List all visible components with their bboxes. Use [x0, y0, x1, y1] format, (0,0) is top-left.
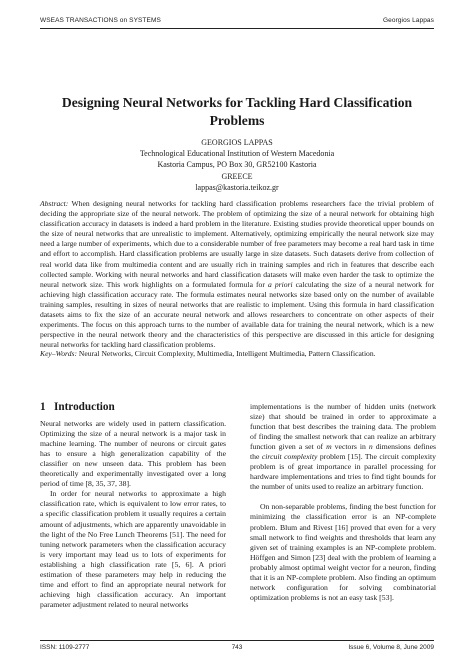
- author-email: lappas@kastoria.teikoz.gr: [195, 182, 279, 192]
- intro-paragraph-4: On non-separable problems, finding the best function for minimizing the classification error is an NP-complete problem. Blum and Rivest [16] proved that even for a very small network to find weights and thresholds that learn any given set of training examples is an NP-complete problem. Höffgen and Simon [23] deal with the problem of learning a probably almost optimal weight vector for a neuron, finding that it is an NP-complete problem. Also finding an optimum network configuration for solving combinatorial optimization problems is not an easy task [53].: [250, 502, 436, 602]
- math-n: n: [368, 442, 373, 452]
- running-footer: [40, 644, 434, 654]
- paper-title: [40, 94, 434, 130]
- keywords-text: Neural Networks, Circuit Complexity, Multimedia, Intelligent Multimedia, Pattern Classification.: [76, 349, 376, 358]
- footer-page-number: 743: [231, 644, 243, 651]
- author-block: [40, 137, 434, 193]
- author-address: Kastoria Campus, PO Box 30, GR52100 Kastoria: [157, 160, 317, 170]
- abstract-emphasis: a priori: [267, 279, 293, 289]
- right-column: [250, 402, 436, 603]
- section-title: Introduction: [54, 401, 115, 413]
- keywords: [40, 349, 434, 359]
- header-rule: [40, 28, 434, 29]
- abstract-text-part-1: When designing neural networks for tackling hard classification problems researchers face the trivial problem of deciding the appropriate size of the neural network. The problem of optimizing the size of a neural network for obtaining high classification accuracy in datasets is indeed a hard problem in the literature. Existing studies provide theoretical upper bounds on the size of neural networks that are unrealistic to implement. Alternatively, optimizing empirically the neural network size may need a large number of experiments, which due to a considerable number of free parameters may become a real hard task in time and effort to accomplish. Hard classification problems are usually large in size datasets. Such datasets derive from collection of real world data like from multimedia content and are usually rich in training samples and rich in features that describe each collected sample. Working with neural networks and hard classification datasets will make even harder the task to optimize the neural network size. This work highlights on a formulated formula for: [40, 199, 434, 289]
- author-country: GREECE: [221, 171, 253, 181]
- intro-paragraph-2: In order for neural networks to approximate a high classification rate, which is equivalent to low error rates, to a specific classification problem it usually requires a certain amount of adjustments, which are apparently unavoidable in the light of the No Free Lunch Theorems [51]. The need for tuning network parameters when the classification accuracy is very important may lead us to lots of experiments for establishing a high classification rate [5, 6]. A priori estimation of these parameters may help in reducing the time and effort to find an appropriate neural network for achieving high classification accuracy. An important parameter adjustment related to neural networks: [40, 489, 226, 609]
- intro-paragraph-3: [250, 402, 436, 492]
- left-column: [40, 402, 226, 610]
- footer-rule: [40, 640, 434, 641]
- title-line-2: Problems: [209, 113, 265, 128]
- author-name: GEORGIOS LAPPAS: [201, 138, 273, 147]
- header-author: Georgios Lappas: [382, 17, 434, 24]
- section-heading: [40, 402, 226, 412]
- math-m: m: [326, 442, 332, 452]
- abstract-text-part-2: calculating the size of a neural network for achieving high classification accuracy rate. The formula estimates neural networks size based only on the number of available training samples, resulting in sizes of neural networks that are realistic to implement. Using this formula in hard classification datasets aims to fix the size of an accurate neural network and allows researchers to concentrate on other aspects of their experiments. The focus on this approach turns to the number of available data for training the neural network, which is a new perspective in the neural network theory and the characteristics of this perspective are discussed in this article for designing neural networks for tackling hard classification problems.: [40, 279, 434, 350]
- abstract: [40, 199, 434, 350]
- intro-paragraph-1: Neural networks are widely used in pattern classification. Optimizing the size of a neural network is a major task in machine learning. The number of neurons or circuit gates has to ensure a high generalization capability of the classifier on new unseen data. This problem has been theoretically and experimentally investigated over a long period of time [8, 35, 37, 38].: [40, 419, 226, 489]
- para3-text-d: problem [15]. The circuit complexity problem is of great importance in parallel processing for hardware implementations and tries to find tight bounds for the number of units used to realize an arbitrary function.: [250, 452, 436, 492]
- abstract-label: Abstract:: [40, 199, 69, 208]
- footer-issn: ISSN: 1109-2777: [40, 644, 90, 651]
- footer-issue: Issue 6, Volume 8, June 2009: [348, 644, 434, 651]
- title-line-1: Designing Neural Networks for Tackling Hard Classification: [61, 95, 413, 110]
- journal-name: WSEAS TRANSACTIONS on SYSTEMS: [40, 17, 161, 24]
- para3-text-b: vectors in: [331, 442, 369, 452]
- author-institution: Technological Educational Institution of Western Macedonia: [139, 149, 335, 159]
- para3-text-c: dimensions defines the: [250, 442, 436, 462]
- circuit-complexity-term: circuit complexity: [261, 452, 318, 462]
- keywords-label: Key–Words:: [40, 349, 77, 358]
- section-number: 1: [40, 401, 46, 413]
- running-header: [40, 17, 434, 27]
- para3-text-a: implementations is the number of hidden units (network size) that should be trained in order to approximate a function that best describes the training data. The problem of finding the smallest network that can realize an arbitrary function given a set of: [250, 402, 436, 452]
